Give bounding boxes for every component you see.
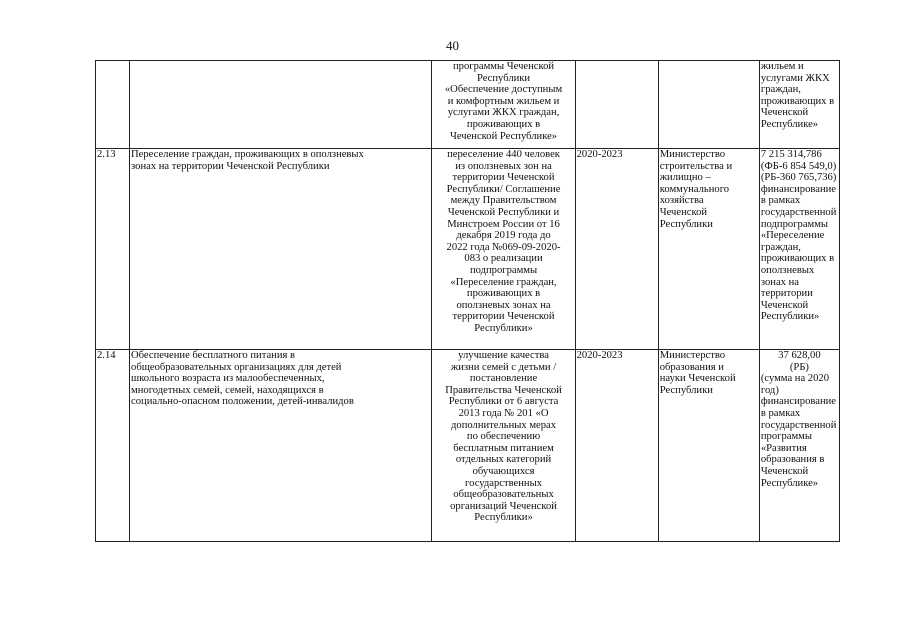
cell-line: Переселение граждан, проживающих в оползневых xyxy=(131,149,364,160)
cell-line: услугами ЖКХ xyxy=(760,72,830,84)
financing-amount xyxy=(761,350,838,373)
row-number-cell xyxy=(96,149,130,350)
cell-line: государственной xyxy=(760,206,837,218)
cell-line: и комфортным жильем и xyxy=(447,95,560,107)
cell-line: территории Чеченской xyxy=(452,172,555,184)
result-cell xyxy=(432,149,575,350)
cell-line: Республики» xyxy=(474,512,533,524)
cell-line: зонах на территории Чеченской Республики xyxy=(131,160,330,172)
cell-line: Чеченской xyxy=(760,465,809,477)
cell-line: проживающих в xyxy=(760,253,835,265)
table-row xyxy=(96,61,840,149)
result-cell xyxy=(432,350,575,542)
cell-line: жильем и xyxy=(760,61,804,72)
cell-line: проживающих в xyxy=(466,118,541,130)
cell-line: из оползневых зон на xyxy=(455,160,552,172)
cell-line: Республики xyxy=(659,218,713,230)
term-value: 2020-2023 xyxy=(576,350,623,361)
cell-line: Чеченской xyxy=(659,206,708,218)
cell-line: Чеченской Республики и xyxy=(447,206,560,218)
term-cell xyxy=(575,350,658,542)
cell-line: проживающих в xyxy=(466,288,541,300)
cell-line: улучшение качества xyxy=(458,350,549,361)
cell-line: дополнительных мерах xyxy=(451,419,557,431)
cell-line: 37 628,00 xyxy=(778,350,821,361)
cell-line: финансирование xyxy=(760,396,837,408)
table-row xyxy=(96,149,840,350)
cell-line: 2022 года №069-09-2020- xyxy=(446,241,561,253)
page-number: 40 xyxy=(446,38,459,53)
cell-line: Республики/ Соглашение xyxy=(446,183,561,195)
table-row xyxy=(96,350,840,542)
cell-line: (ФБ-6 854 549,0) xyxy=(760,160,837,172)
cell-line: 083 о реализации xyxy=(464,253,543,265)
cell-line: финансирование xyxy=(760,183,837,195)
term-cell xyxy=(575,149,658,350)
cell-line: отдельных категорий xyxy=(455,454,552,466)
row-number: 2.13 xyxy=(97,149,116,160)
cell-line: в рамках xyxy=(760,407,801,419)
cell-line: жизни семей с детьми / xyxy=(450,361,557,373)
cell-line: коммунального xyxy=(659,183,730,195)
row-number-cell xyxy=(96,61,130,149)
cell-line: 7 215 314,786 xyxy=(760,149,822,160)
cell-line: проживающих в xyxy=(760,95,835,107)
measure-name-cell xyxy=(130,149,432,350)
cell-line: 2013 года № 201 «О xyxy=(458,407,549,419)
cell-line: оползневых зонах на xyxy=(456,299,551,311)
cell-line: Министерство xyxy=(659,149,726,160)
cell-line: общеобразовательных xyxy=(453,489,554,501)
cell-line: по обеспечению xyxy=(466,431,541,443)
cell-line: «Обеспечение доступным xyxy=(444,84,563,96)
cell-line: строительства и xyxy=(659,160,733,172)
cell-line: Республике» xyxy=(760,118,819,130)
cell-line: «Развития xyxy=(760,442,807,454)
cell-line: подпрограммы xyxy=(469,264,538,276)
term-cell xyxy=(575,61,658,149)
cell-line: Чеченской xyxy=(760,299,809,311)
cell-line: территории xyxy=(760,288,813,300)
cell-line: Республики от 6 августа xyxy=(448,396,559,408)
cell-line: переселение 440 человек xyxy=(447,149,560,160)
cell-line: декабря 2019 года до xyxy=(456,230,551,242)
cell-line: жилищно – xyxy=(659,172,711,184)
term-value: 2020-2023 xyxy=(576,149,623,160)
cell-line: зонах на xyxy=(760,276,799,288)
cell-line: Обеспечение бесплатного питания в xyxy=(131,350,296,361)
cell-line: многодетных семей, семей, находящихся в xyxy=(131,384,324,396)
cell-line: Республики xyxy=(659,384,713,396)
cell-line: Республике» xyxy=(760,477,819,489)
cell-line: Республики» xyxy=(474,322,533,334)
cell-line: программы xyxy=(760,431,812,443)
cell-line: хозяйства xyxy=(659,195,704,207)
measures-table xyxy=(95,60,840,542)
cell-line: (РБ-360 765,736) xyxy=(760,172,837,184)
measure-name-cell xyxy=(130,61,432,149)
cell-line: школьного возраста из малообеспеченных, xyxy=(131,373,325,385)
cell-line: Республики xyxy=(476,72,531,84)
cell-line: постановление xyxy=(469,373,538,385)
cell-line: в рамках xyxy=(760,195,801,207)
cell-line: Республики» xyxy=(760,311,820,323)
cell-line: государственной xyxy=(760,419,837,431)
cell-line: программы Чеченской xyxy=(452,61,555,72)
executor-cell xyxy=(658,149,759,350)
financing-cell xyxy=(759,61,839,149)
row-number: 2.14 xyxy=(97,350,116,361)
financing-cell xyxy=(759,350,839,542)
cell-line: территории Чеченской xyxy=(452,311,555,323)
cell-line: Правительства Чеченской xyxy=(445,384,562,396)
cell-line: оползневых xyxy=(760,264,815,276)
executor-cell xyxy=(658,350,759,542)
cell-line: Чеченской xyxy=(760,107,809,119)
cell-line: образования и xyxy=(659,361,724,373)
cell-line: граждан, xyxy=(760,84,801,96)
cell-line: «Переселение xyxy=(760,230,825,242)
cell-line: год) xyxy=(760,384,779,396)
cell-line: государственных xyxy=(465,477,542,489)
cell-line: (РБ) xyxy=(789,361,809,373)
cell-line: науки Чеченской xyxy=(659,373,736,385)
cell-line: Министерство xyxy=(659,350,726,361)
cell-line: обучающихся xyxy=(472,465,535,477)
cell-line: (сумма на 2020 xyxy=(760,373,829,385)
cell-line: организаций Чеченской xyxy=(450,500,557,512)
cell-line: подпрограммы xyxy=(760,218,829,230)
measure-name-cell xyxy=(130,350,432,542)
cell-line: между Правительством xyxy=(450,195,557,207)
cell-line: Минстроем России от 16 xyxy=(447,218,560,230)
cell-line: услугами ЖКХ граждан, xyxy=(447,107,560,119)
cell-line: социально-опасном положении, детей-инвалидов xyxy=(131,396,354,408)
financing-cell xyxy=(759,149,839,350)
cell-line: бесплатным питанием xyxy=(453,442,554,454)
cell-line: Чеченской Республике» xyxy=(449,130,558,142)
executor-cell xyxy=(658,61,759,149)
result-cell xyxy=(432,61,575,149)
cell-line: «Переселение граждан, xyxy=(450,276,557,288)
cell-line: образования в xyxy=(760,454,825,466)
row-number-cell xyxy=(96,350,130,542)
cell-line: граждан, xyxy=(760,241,801,253)
cell-line: общеобразовательных организациях для детей xyxy=(131,361,342,373)
